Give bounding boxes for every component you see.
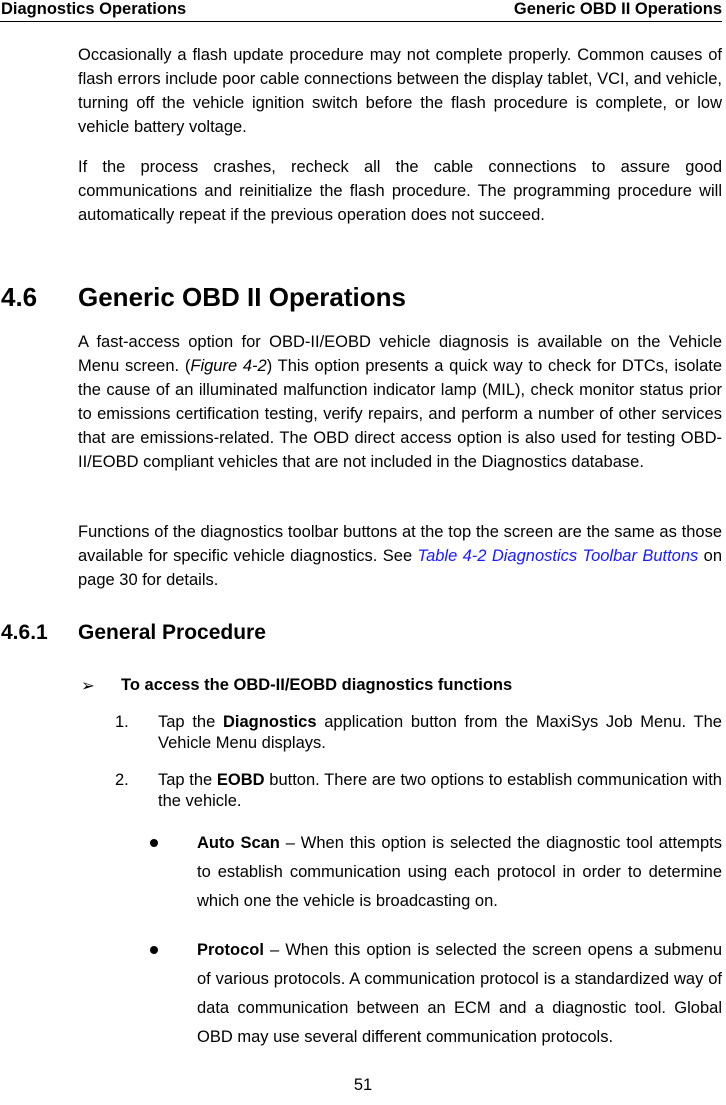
subsection-number: 4.6.1 xyxy=(1,621,48,644)
section-p1-text-b: ) This option presents a quick way to check for DTCs, isolate the cause of an illuminated malfunction indicator lamp (MIL), check monitor status prior to emissions certification testing, verify repairs, and perform a number of other services that are emissions-related. The OBD direct access option is also used for testing OBD-II/EOBD compliant vehicles that are not included in the Diagnostics database. xyxy=(78,357,723,471)
step-number: 2. xyxy=(115,771,129,789)
section-p2-text-a: Functions of the diagnostics toolbar buttons at the top the screen are the same as those available for specific vehicle diagnostics. See xyxy=(78,523,722,565)
option-text xyxy=(197,829,722,916)
header-chapter: Diagnostics Operations xyxy=(1,0,187,18)
option-keyword: Protocol xyxy=(197,941,264,959)
page-header xyxy=(0,0,722,22)
page-number: 51 xyxy=(353,1076,373,1094)
option-description: – When this option is selected the diagnostic tool attempts to establish communication using each protocol in order to determine which one the vehicle is broadcasting on. xyxy=(197,834,723,910)
section-paragraph-2 xyxy=(78,520,722,592)
step-text xyxy=(158,770,722,812)
step-keyword: Diagnostics xyxy=(223,713,317,731)
step-text-post: application button from the MaxiSys Job Menu. The Vehicle Menu displays. xyxy=(158,713,722,752)
step-keyword: EOBD xyxy=(216,771,265,789)
bullet-dot-icon xyxy=(150,839,158,847)
section-title: Generic OBD II Operations xyxy=(78,282,406,312)
header-section: Generic OBD II Operations xyxy=(513,0,722,18)
intro-paragraph-1: Occasionally a flash update procedure may not complete properly. Common causes of flash errors include poor cable connections between the display tablet, VCI, and vehicle, turning off the vehicle ignition switch before the flash procedure is complete, or low vehicle battery voltage. xyxy=(78,46,722,136)
step-text-pre: Tap the xyxy=(158,771,217,789)
section-p2-text-b: on page 30 for details. xyxy=(78,547,723,589)
section-p1-text-a: A fast-access option for OBD-II/EOBD vehicle diagnosis is available on the Vehicle Menu screen. ( xyxy=(78,333,722,375)
arrow-bullet-icon: ➢ xyxy=(81,677,95,695)
subsection-title: General Procedure xyxy=(78,621,266,644)
intro-paragraph-2: If the process crashes, recheck all the cable connections to assure good communications and reinitialize the flash procedure. The programming procedure will automatically repeat if the previous operation does not succeed. xyxy=(78,158,722,224)
step-text xyxy=(158,712,722,754)
figure-reference: Figure 4-2 xyxy=(190,357,267,375)
option-keyword: Auto Scan xyxy=(197,834,280,852)
bullet-dot-icon xyxy=(150,946,158,954)
step-text-post: button. There are two options to establish communication with the vehicle. xyxy=(158,771,722,810)
step-number: 1. xyxy=(115,713,129,731)
option-text xyxy=(197,936,722,1052)
option-description: – When this option is selected the screen opens a submenu of various protocols. A communication protocol is a standardized way of data communication between an ECM and a diagnostic tool. Global OBD may use several different communication protocols. xyxy=(197,941,722,1046)
table-reference-link[interactable]: Table 4-2 Diagnostics Toolbar Buttons xyxy=(417,547,699,565)
task-title: To access the OBD-II/EOBD diagnostics functions xyxy=(121,676,513,694)
section-paragraph-1 xyxy=(78,330,722,474)
step-text-pre: Tap the xyxy=(158,713,223,731)
section-number: 4.6 xyxy=(1,282,38,312)
